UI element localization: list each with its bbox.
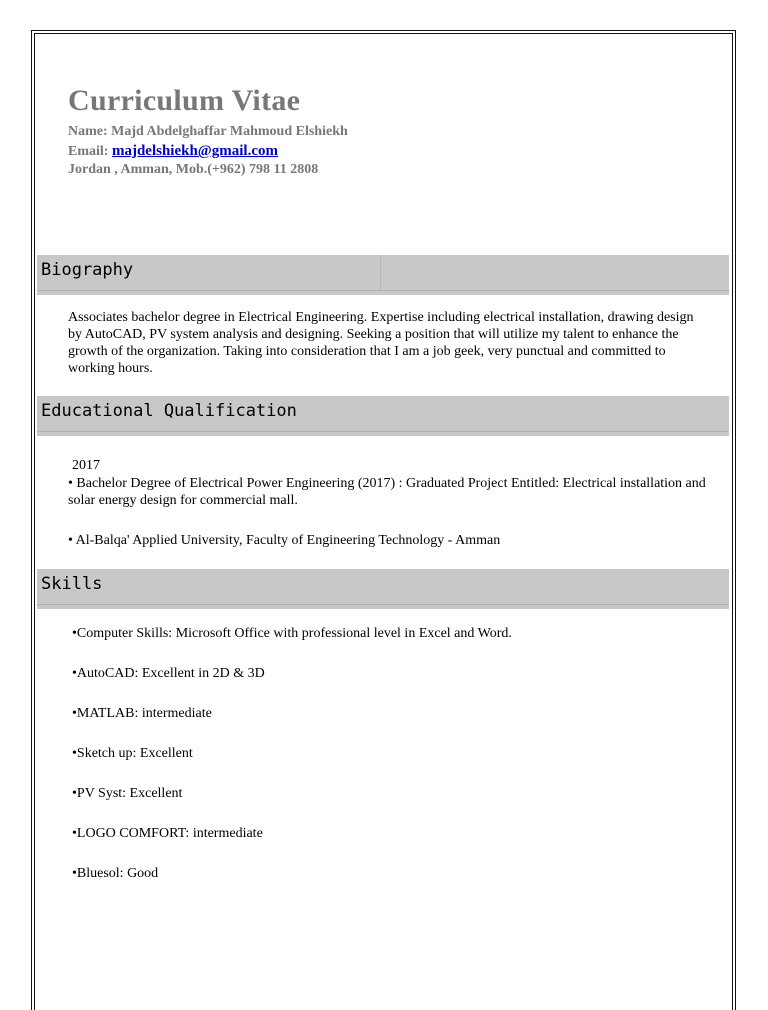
contact-line: Jordan , Amman, Mob.(+962) 798 11 2808 [68,162,319,177]
email-line [68,143,278,160]
header-underline [37,290,729,295]
skill-item: •Bluesol: Good [72,866,159,881]
section-header-education [37,396,729,436]
section-title-skills: Skills [41,574,103,594]
education-degree: • Bachelor Degree of Electrical Power Engineering (2017) : Graduated Project Entitled: Electrical installation and solar energy design for commercial mall. [68,476,706,508]
header-divider [380,255,381,291]
skill-item: •LOGO COMFORT: intermediate [72,826,263,841]
skill-item: •AutoCAD: Excellent in 2D & 3D [72,666,265,681]
header-underline [37,431,729,436]
skill-item: •PV Syst: Excellent [72,786,183,801]
section-header-biography [37,255,729,295]
page-title: Curriculum Vitae [68,84,301,117]
skill-item: •Sketch up: Excellent [72,746,193,761]
section-title-education: Educational Qualification [41,401,297,421]
name-line: Name: Majd Abdelghaffar Mahmoud Elshiekh [68,124,348,139]
email-link[interactable]: majdelshiekh@gmail.com [111,143,278,159]
email-label: Email: [68,144,109,159]
biography-text: Associates bachelor degree in Electrical Engineering. Expertise including electrical installation, drawing design by AutoCAD, PV system analysis and designing. Seeking a position that will utilize my talent to enhance the growth of the organization. Taking into consideration that I am a job geek, very punctual and committed to working hours. [68,310,694,376]
skill-item: •MATLAB: intermediate [72,706,212,721]
section-title-biography: Biography [41,260,134,280]
header-underline [37,604,729,609]
education-university: • Al-Balqa' Applied University, Faculty of Engineering Technology - Amman [68,533,501,548]
skill-item: •Computer Skills: Microsoft Office with professional level in Excel and Word. [72,626,512,641]
section-header-skills [37,569,729,609]
education-year: 2017 [72,458,100,473]
